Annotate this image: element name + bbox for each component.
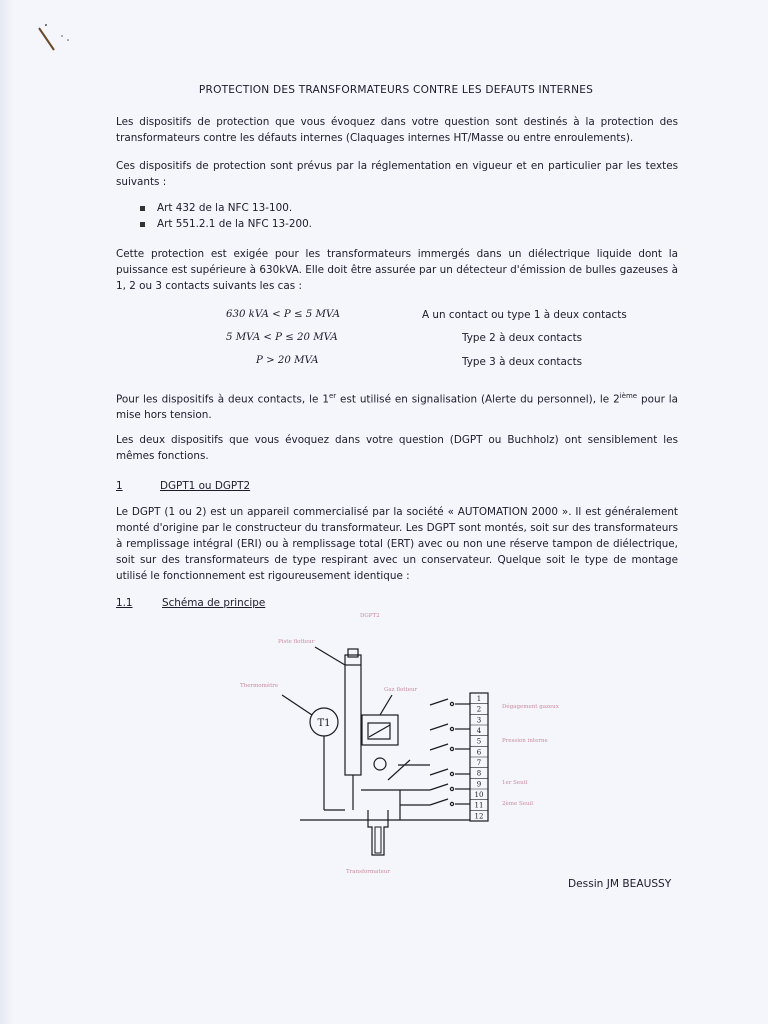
diagram-top-label: DGPT2 [360,613,380,619]
subsection-title: Schéma de principe [162,597,266,609]
condition-type: A un contact ou type 1 à deux contacts [422,309,627,321]
condition-range: P > 20 MVA [256,355,319,366]
signature-text: Dessin JM BEAUSSY [568,878,672,890]
terminal-label: 4 [476,727,482,735]
subsection-number: 1.1 [116,597,133,609]
section-number: 1 [116,480,123,492]
label-pression-interne: Pression interne [502,738,548,744]
paragraph-intro: Les dispositifs de protection que vous évoquez dans votre question sont destinés à la protection des transformateurs contre les défauts internes (Claquages internes HT/Masse ou entre enroulements). [116,116,678,144]
bullet-icon [140,222,145,227]
schematic-diagram [0,605,768,905]
terminal-label: 11 [474,801,484,810]
terminal-label: 6 [476,748,482,757]
label-seuil1: 1er Seuil [502,780,528,786]
paragraph-functions: Les deux dispositifs que vous évoquez dans votre question (DGPT ou Buchholz) ont sensiblement les mêmes fonctions. [116,434,678,462]
condition-type: Type 3 à deux contacts [462,356,583,368]
terminal-label: 10 [474,791,484,799]
label-piste-flotteur: Piste flotteur [278,639,315,645]
terminal-label: 12 [474,812,484,821]
label-thermometre: Thermomètre [240,683,279,689]
label-transformateur: Transformateur [346,869,391,875]
terminal-label: 2 [476,705,482,714]
terminal-label: 3 [476,716,482,725]
pen-mark-icon [34,22,74,62]
label-seuil2: 2ème Seuil [502,801,534,807]
terminal-label: 8 [476,769,482,778]
terminal-label: 1 [476,695,482,703]
condition-range: 5 MVA < P ≤ 20 MVA [226,332,338,343]
paragraph-requirement: Cette protection est exigée pour les transformateurs immergés dans un diélectrique liquide dont la puissance est supérieure à 630kVA. Elle doit être assurée par un détecteur d'émission de bulles gazeuses à 1, 2 ou 3 contacts suivants les cas : [116,248,678,292]
terminal-label: 5 [476,737,482,746]
section-title: DGPT1 ou DGPT2 [160,480,251,492]
paragraph-contacts: Pour les dispositifs à deux contacts, le 1er est utilisé en signalisation (Alerte du personnel), le 2ième pour la mise hors tension. [116,392,679,422]
terminal-label: 7 [476,759,482,767]
t1-label: T1 [317,718,331,729]
bullet-item: Art 432 de la NFC 13-100. [140,200,292,216]
paragraph-regulation: Ces dispositifs de protection sont prévus par la réglementation en vigueur et en particulier par les textes suivants : [116,160,678,188]
label-degagement-gazeux: Dégagement gazeux [502,704,559,710]
label-gaz-flotteur: Gaz flotteur [384,687,418,693]
bullet-icon [140,206,145,211]
paragraph-dgpt: Le DGPT (1 ou 2) est un appareil commercialisé par la société « AUTOMATION 2000 ». Il est généralement monté d'origine par le constructeur du transformateur. Les DGPT sont montés, soit sur des transformateurs à remplissage intégral (ERI) ou à remplissage total (ERT) avec ou non une réserve tampon de diélectrique, soit sur des transformateurs de type respirant avec un conservateur. Quelque soit le type de montage utilisé le fonctionnement est rigoureusement identique : [116,506,678,582]
condition-range: 630 kVA < P ≤ 5 MVA [226,309,340,320]
bullet-item: Art 551.2.1 de la NFC 13-200. [140,216,312,232]
terminal-label: 9 [476,780,482,789]
document-title: PROTECTION DES TRANSFORMATEURS CONTRE LES DEFAUTS INTERNES [198,84,594,96]
condition-type: Type 2 à deux contacts [462,332,583,344]
